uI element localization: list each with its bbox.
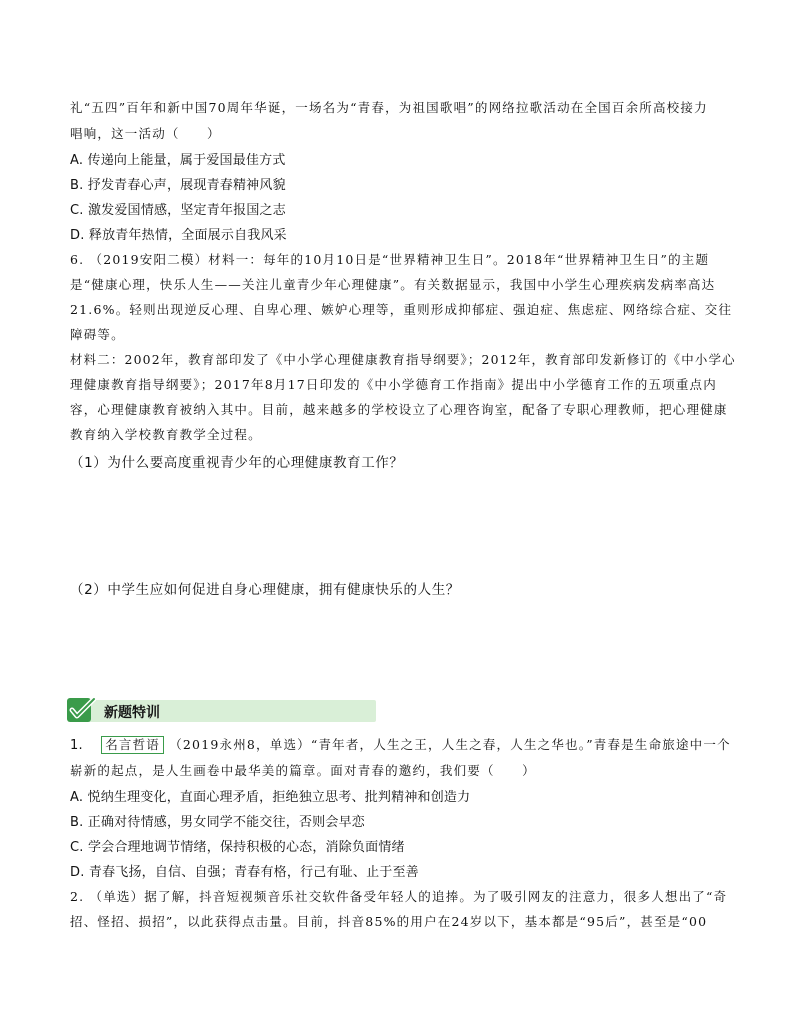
- n1-stem-text: （2019永州8，单选）“青年者，人生之王，人生之春，人生之华也。”青春是生命旅途中一个: [169, 737, 731, 752]
- q6-subquestion-2: （2）中学生应如何促进自身心理健康，拥有健康快乐的人生？: [70, 582, 460, 598]
- n1-option-c: C. 学会合理地调节情绪，保持积极的心态，消除负面情绪: [70, 840, 405, 855]
- section-banner: [66, 697, 376, 723]
- q6-line-7: 容，心理健康教育被纳入其中。目前，越来越多的学校设立了心理咨询室，配备了专职心理教师，把心理健康: [70, 402, 728, 417]
- n1-number: 1.: [70, 738, 83, 753]
- q6-line-2: 是“健康心理，快乐人生——关注儿童青少年心理健康”。有关数据显示，我国中小学生心理疾病发病率高达: [70, 277, 716, 292]
- q5-option-b: B. 抒发青春心声，展现青春精神风貌: [70, 178, 286, 193]
- q6-line-5: 材料二：2002年，教育部印发了《中小学心理健康教育指导纲要》；2012年，教育部印发新修订的《中小学心: [70, 352, 736, 367]
- q6-line-1: 6. （2019安阳二模）材料一：每年的10月10日是“世界精神卫生日”。2018年“世界精神卫生日”的主题: [70, 252, 710, 267]
- q6-subquestion-1: （1）为什么要高度重视青少年的心理健康教育工作？: [70, 455, 404, 471]
- n1-option-d: D. 青春飞扬，自信、自强；青春有格，行己有耻、止于至善: [70, 865, 419, 880]
- q6-line-8: 教育纳入学校教育教学全过程。: [70, 427, 262, 442]
- q5-stem-line-1: 礼“五四”百年和新中国70周年华诞，一场名为“青春，为祖国歌唱”的网络拉歌活动在全国百余所高校接力: [70, 100, 708, 115]
- n1-tag: 名言哲语: [101, 736, 164, 754]
- n1-option-b: B. 正确对待情感，男女同学不能交往，否则会早恋: [70, 815, 365, 830]
- q5-option-a: A. 传递向上能量，属于爱国最佳方式: [70, 153, 286, 168]
- n1-option-a: A. 悦纳生理变化，直面心理矛盾，拒绝独立思考、批判精神和创造力: [70, 790, 471, 805]
- q5-option-d: D. 释放青年热情，全面展示自我风采: [70, 228, 287, 243]
- n1-stem-line-2: 崭新的起点，是人生画卷中最华美的篇章。面对青春的邀约，我们要（ ）: [70, 763, 536, 778]
- q6-line-6: 理健康教育指导纲要》；2017年8月17日印发的《中小学德育工作指南》提出中小学德育工作的五项重点内: [70, 377, 717, 392]
- q5-option-c: C. 激发爱国情感，坚定青年报国之志: [70, 203, 286, 218]
- n2-line-2: 招、怪招、损招”，以此获得点击量。目前，抖音85%的用户在24岁以下，基本都是“95后”，甚至是“00: [70, 914, 708, 929]
- q5-stem-line-2: 唱响，这一活动（ ）: [70, 126, 221, 141]
- checkmark-icon: [66, 697, 96, 723]
- n2-line-1: 2. （单选）据了解，抖音短视频音乐社交软件备受年轻人的追捧。为了吸引网友的注意力，很多人想出了“奇: [70, 889, 728, 904]
- q6-line-3: 21.6%。轻则出现逆反心理、自卑心理、嫉妒心理等，重则形成抑郁症、强迫症、焦虑症、网络综合症、交往: [70, 302, 733, 317]
- n1-stem-line-1: [70, 735, 731, 754]
- section-title: 新题特训: [104, 705, 160, 721]
- q6-line-4: 障碍等。: [70, 327, 125, 342]
